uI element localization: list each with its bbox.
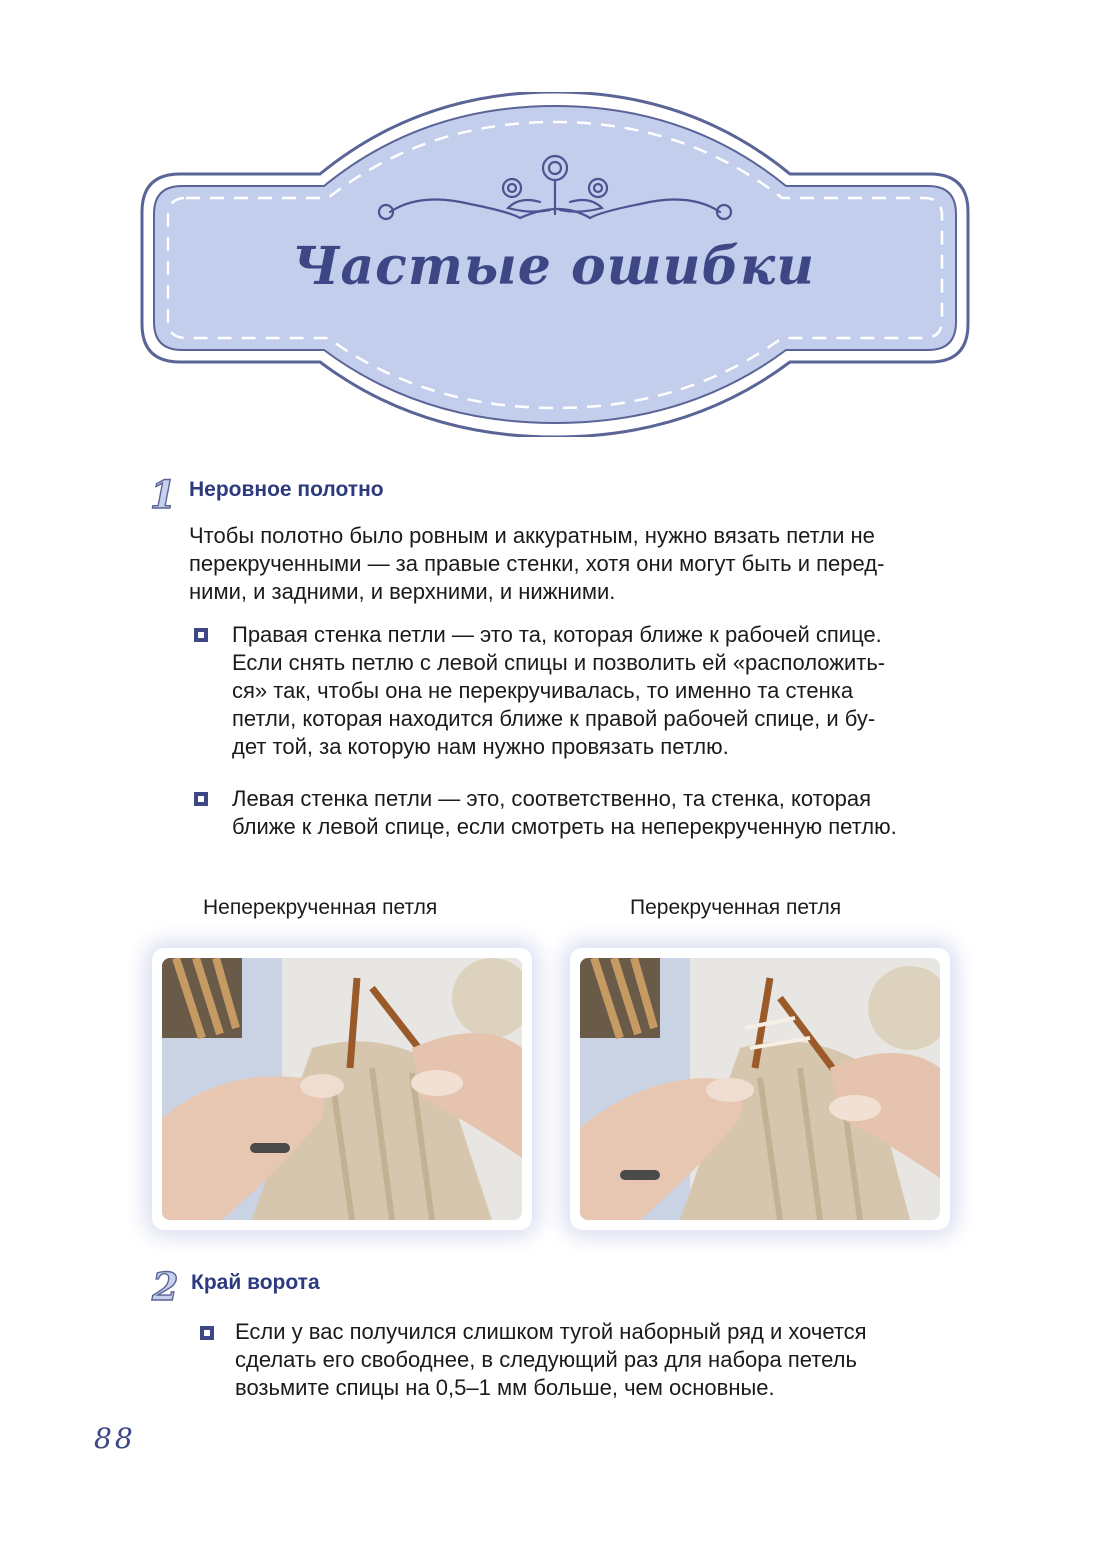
page-number: 88 xyxy=(94,1422,136,1455)
text-line: ними, и задними, и верхними, и нижними. xyxy=(189,579,616,604)
section-number: 1 xyxy=(150,472,177,517)
section-title: Край ворота xyxy=(191,1271,320,1294)
text-line: перекрученными — за правые стенки, хотя они могут быть и перед- xyxy=(189,551,885,576)
text-line: дет той, за которую нам нужно провязать петлю. xyxy=(232,734,729,759)
section-number: 2 xyxy=(152,1264,179,1309)
text-line: Левая стенка петли — это, соответственно, та стенка, которая xyxy=(232,786,872,811)
photo-untwisted-stitch xyxy=(152,948,532,1230)
text-line: возьмите спицы на 0,5–1 мм больше, чем основные. xyxy=(235,1375,775,1400)
bullet-icon xyxy=(194,792,208,806)
bullet-item xyxy=(232,785,952,841)
bullet-icon xyxy=(200,1326,214,1340)
knitting-photo-image xyxy=(162,958,522,1220)
text-line: сделать его свободнее, в следующий раз для набора петель xyxy=(235,1347,857,1372)
bullet-item xyxy=(232,621,952,761)
photo-caption: Перекрученная петля xyxy=(630,896,842,919)
photo-twisted-stitch xyxy=(570,948,950,1230)
knitting-photo-image xyxy=(580,958,940,1220)
text-line: Правая стенка петли — это та, которая ближе к рабочей спице. xyxy=(232,622,882,647)
bullet-item xyxy=(235,1318,955,1402)
text-line: Если у вас получился слишком тугой наборный ряд и хочется xyxy=(235,1319,867,1344)
bullet-icon xyxy=(194,628,208,642)
photo-caption: Неперекрученная петля xyxy=(203,896,438,919)
text-line: Чтобы полотно было ровным и аккуратным, нужно вязать петли не xyxy=(189,523,875,548)
section-intro xyxy=(189,522,952,606)
text-line: петли, которая находится ближе к правой рабочей спице, и бу- xyxy=(232,706,876,731)
page-title: Частые ошибки xyxy=(291,236,816,297)
text-line: ближе к левой спице, если смотреть на неперекрученную петлю. xyxy=(232,814,897,839)
text-line: Если снять петлю с левой спицы и позволить ей «расположить- xyxy=(232,650,886,675)
text-line: ся» так, чтобы она не перекручивалась, то именно та стенка xyxy=(232,678,854,703)
section-title: Неровное полотно xyxy=(189,478,384,501)
